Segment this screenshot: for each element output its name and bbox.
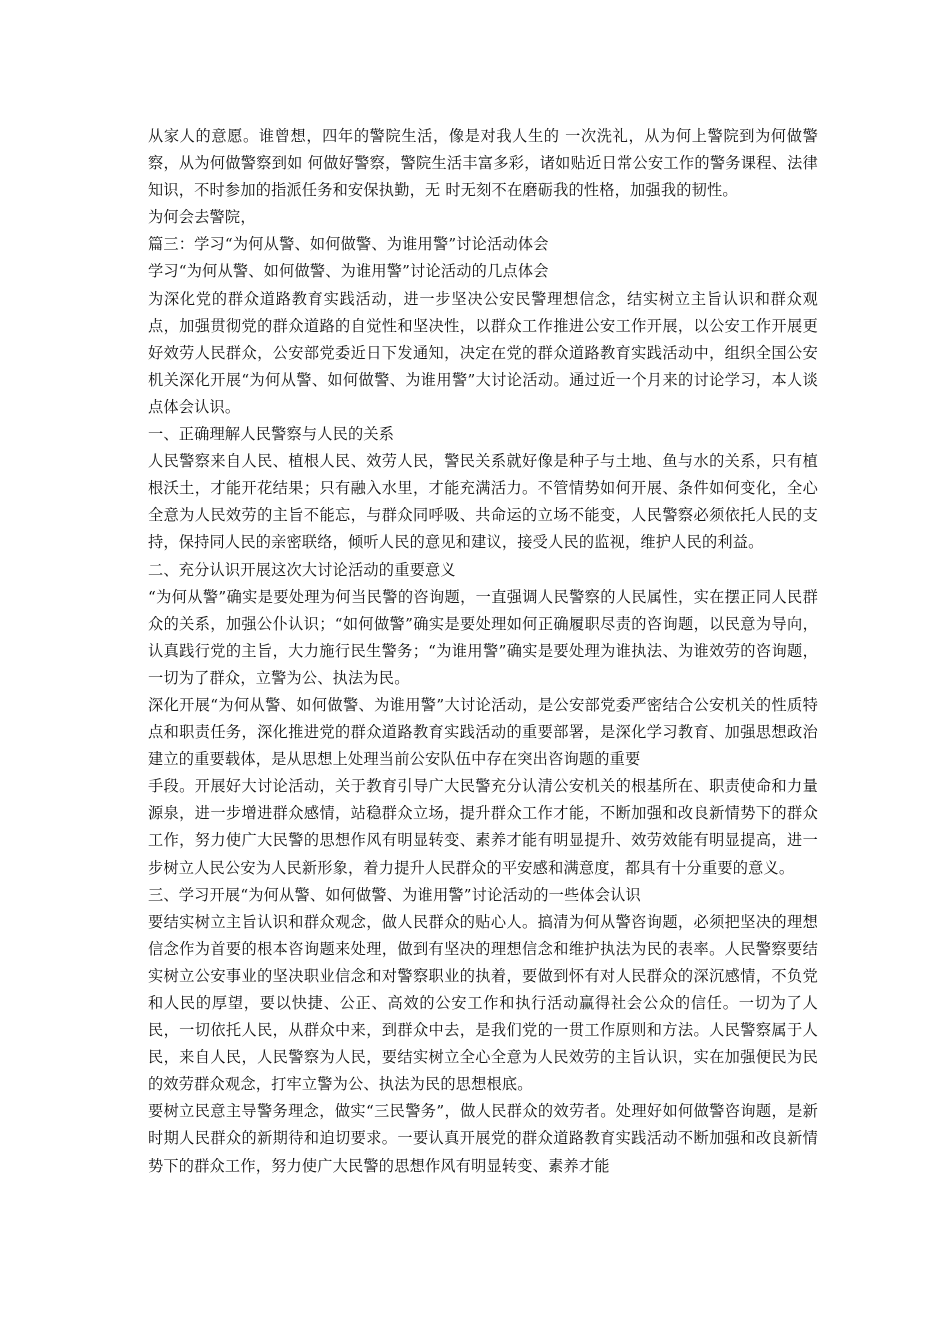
paragraph-introduction: 为深化党的群众道路教育实践活动，进一步坚决公安民警理想信念，结实树立主旨认识和群众观点，加强贯彻党的群众道路的自觉性和坚决性，以群众工作推进公安工作开展，以公安工作开展更好效劳人民群众，公安部党委近日下发通知，决定在党的群众道路教育实践活动中，组织全国公安机关深化开展“为何从警、如何做警、为谁用警”大讨论活动。通过近一个月来的讨论学习，本人谈点体会认识。 xyxy=(148,289,818,416)
heading-section-three: 三、学习开展“为何从警、如何做警、为谁用警”讨论活动的一些体会认识 xyxy=(148,885,641,904)
paragraph-public-opinion-policing: 要树立民意主导警务理念，做实“三民警务”，做人民群众的效劳者。处理好如何做警咨询题，是新时期人民群众的新期待和迫切要求。一要认真开展党的群众道路教育实践活动不断加强和改良新情势下的群众工作，努力使广大民警的思想作风有明显转变、素养才能 xyxy=(148,1102,818,1175)
document-body xyxy=(148,123,818,1180)
paragraph-police-people-relation: 人民警察来自人民、植根人民、效劳人民，警民关系就好像是种子与土地、鱼与水的关系，只有植根沃土，才能开花结果；只有融入水里，才能充满活力。不管情势如何开展、条件如何变化，全心全意为人民效劳的主旨不能忘，与群众同呼吸、共命运的立场不能变，人民警察必须依托人民的支持，保持同人民的亲密联络，倾听人民的意见和建议，接受人民的监视，维护人民的利益。 xyxy=(148,452,818,552)
heading-section-two: 二、充分认识开展这次大讨论活动的重要意义 xyxy=(148,560,456,579)
paragraph-purpose-awareness: 要结实树立主旨认识和群众观念，做人民群众的贴心人。搞清为何从警咨询题，必须把坚决的理想信念作为首要的根本咨询题来处理，做到有坚决的理想信念和维护执法为民的表率。人民警察要结实树立公安事业的坚决职业信念和对警察职业的执着，要做到怀有对人民群众的深沉感情，不负党和人民的厚望，要以快捷、公正、高效的公安工作和执行活动赢得社会公众的信任。一切为了人民，一切依托人民，从群众中来，到群众中去，是我们党的一贯工作原则和方法。人民警察属于人民，来自人民，人民警察为人民，要结实树立全心全意为人民效劳的主旨认识，实在加强便民为民的效劳群众观念，打牢立警为公、执法为民的思想根底。 xyxy=(148,912,818,1094)
paragraph-family-wishes: 从家人的意愿。谁曾想，四年的警院生活，像是对我人生的 一次洗礼，从为何上警院到为何做警察，从为何做警察到如 何做好警察，警院生活丰富多彩，诸如贴近日常公安工作的警务课程、法律知识，不时参加的指派任务和安保执勤，无 时无刻不在磨砺我的性格，加强我的韧性。 xyxy=(148,127,818,200)
paragraph-campaign-significance: 手段。开展好大讨论活动，关于教育引导广大民警充分认清公安机关的根基所在、职责使命和力量源泉，进一步增进群众感情，站稳群众立场，提升群众工作才能，不断加强和改良新情势下的群众工作，努力使广大民警的思想作风有明显转变、素养才能有明显提升、效劳效能有明显提高，进一步树立人民公安为人民新形象，着力提升人民群众的平安感和满意度，都具有十分重要的意义。 xyxy=(148,777,818,877)
paragraph-why-academy: 为何会去警院， xyxy=(148,208,256,227)
paragraph-three-questions: “为何从警”确实是要处理为何当民警的咨询题，一直强调人民警察的人民属性，实在摆正同人民群众的关系，加强公仆认识；“如何做警”确实是要处理如何正确履职尽责的咨询题，以民意为导向，认真践行党的主旨，大力施行民生警务；“为谁用警”确实是要处理为谁执法、为谁效劳的咨询题，一切为了群众，立警为公、执法为民。 xyxy=(148,587,818,687)
heading-section-one: 一、正确理解人民警察与人民的关系 xyxy=(148,425,395,444)
article-title: 学习“为何从警、如何做警、为谁用警”讨论活动的几点体会 xyxy=(148,262,549,281)
paragraph-deepen-campaign: 深化开展“为何从警、如何做警、为谁用警”大讨论活动，是公安部党委严密结合公安机关的性质特点和职责任务，深化推进党的群众道路教育实践活动的重要部署，是深化学习教育、加强思想政治建立的重要载体，是从思想上处理当前公安队伍中存在突出咨询题的重要 xyxy=(148,695,818,769)
section-title-part-three: 篇三：学习“为何从警、如何做警、为谁用警”讨论活动体会 xyxy=(148,235,549,254)
